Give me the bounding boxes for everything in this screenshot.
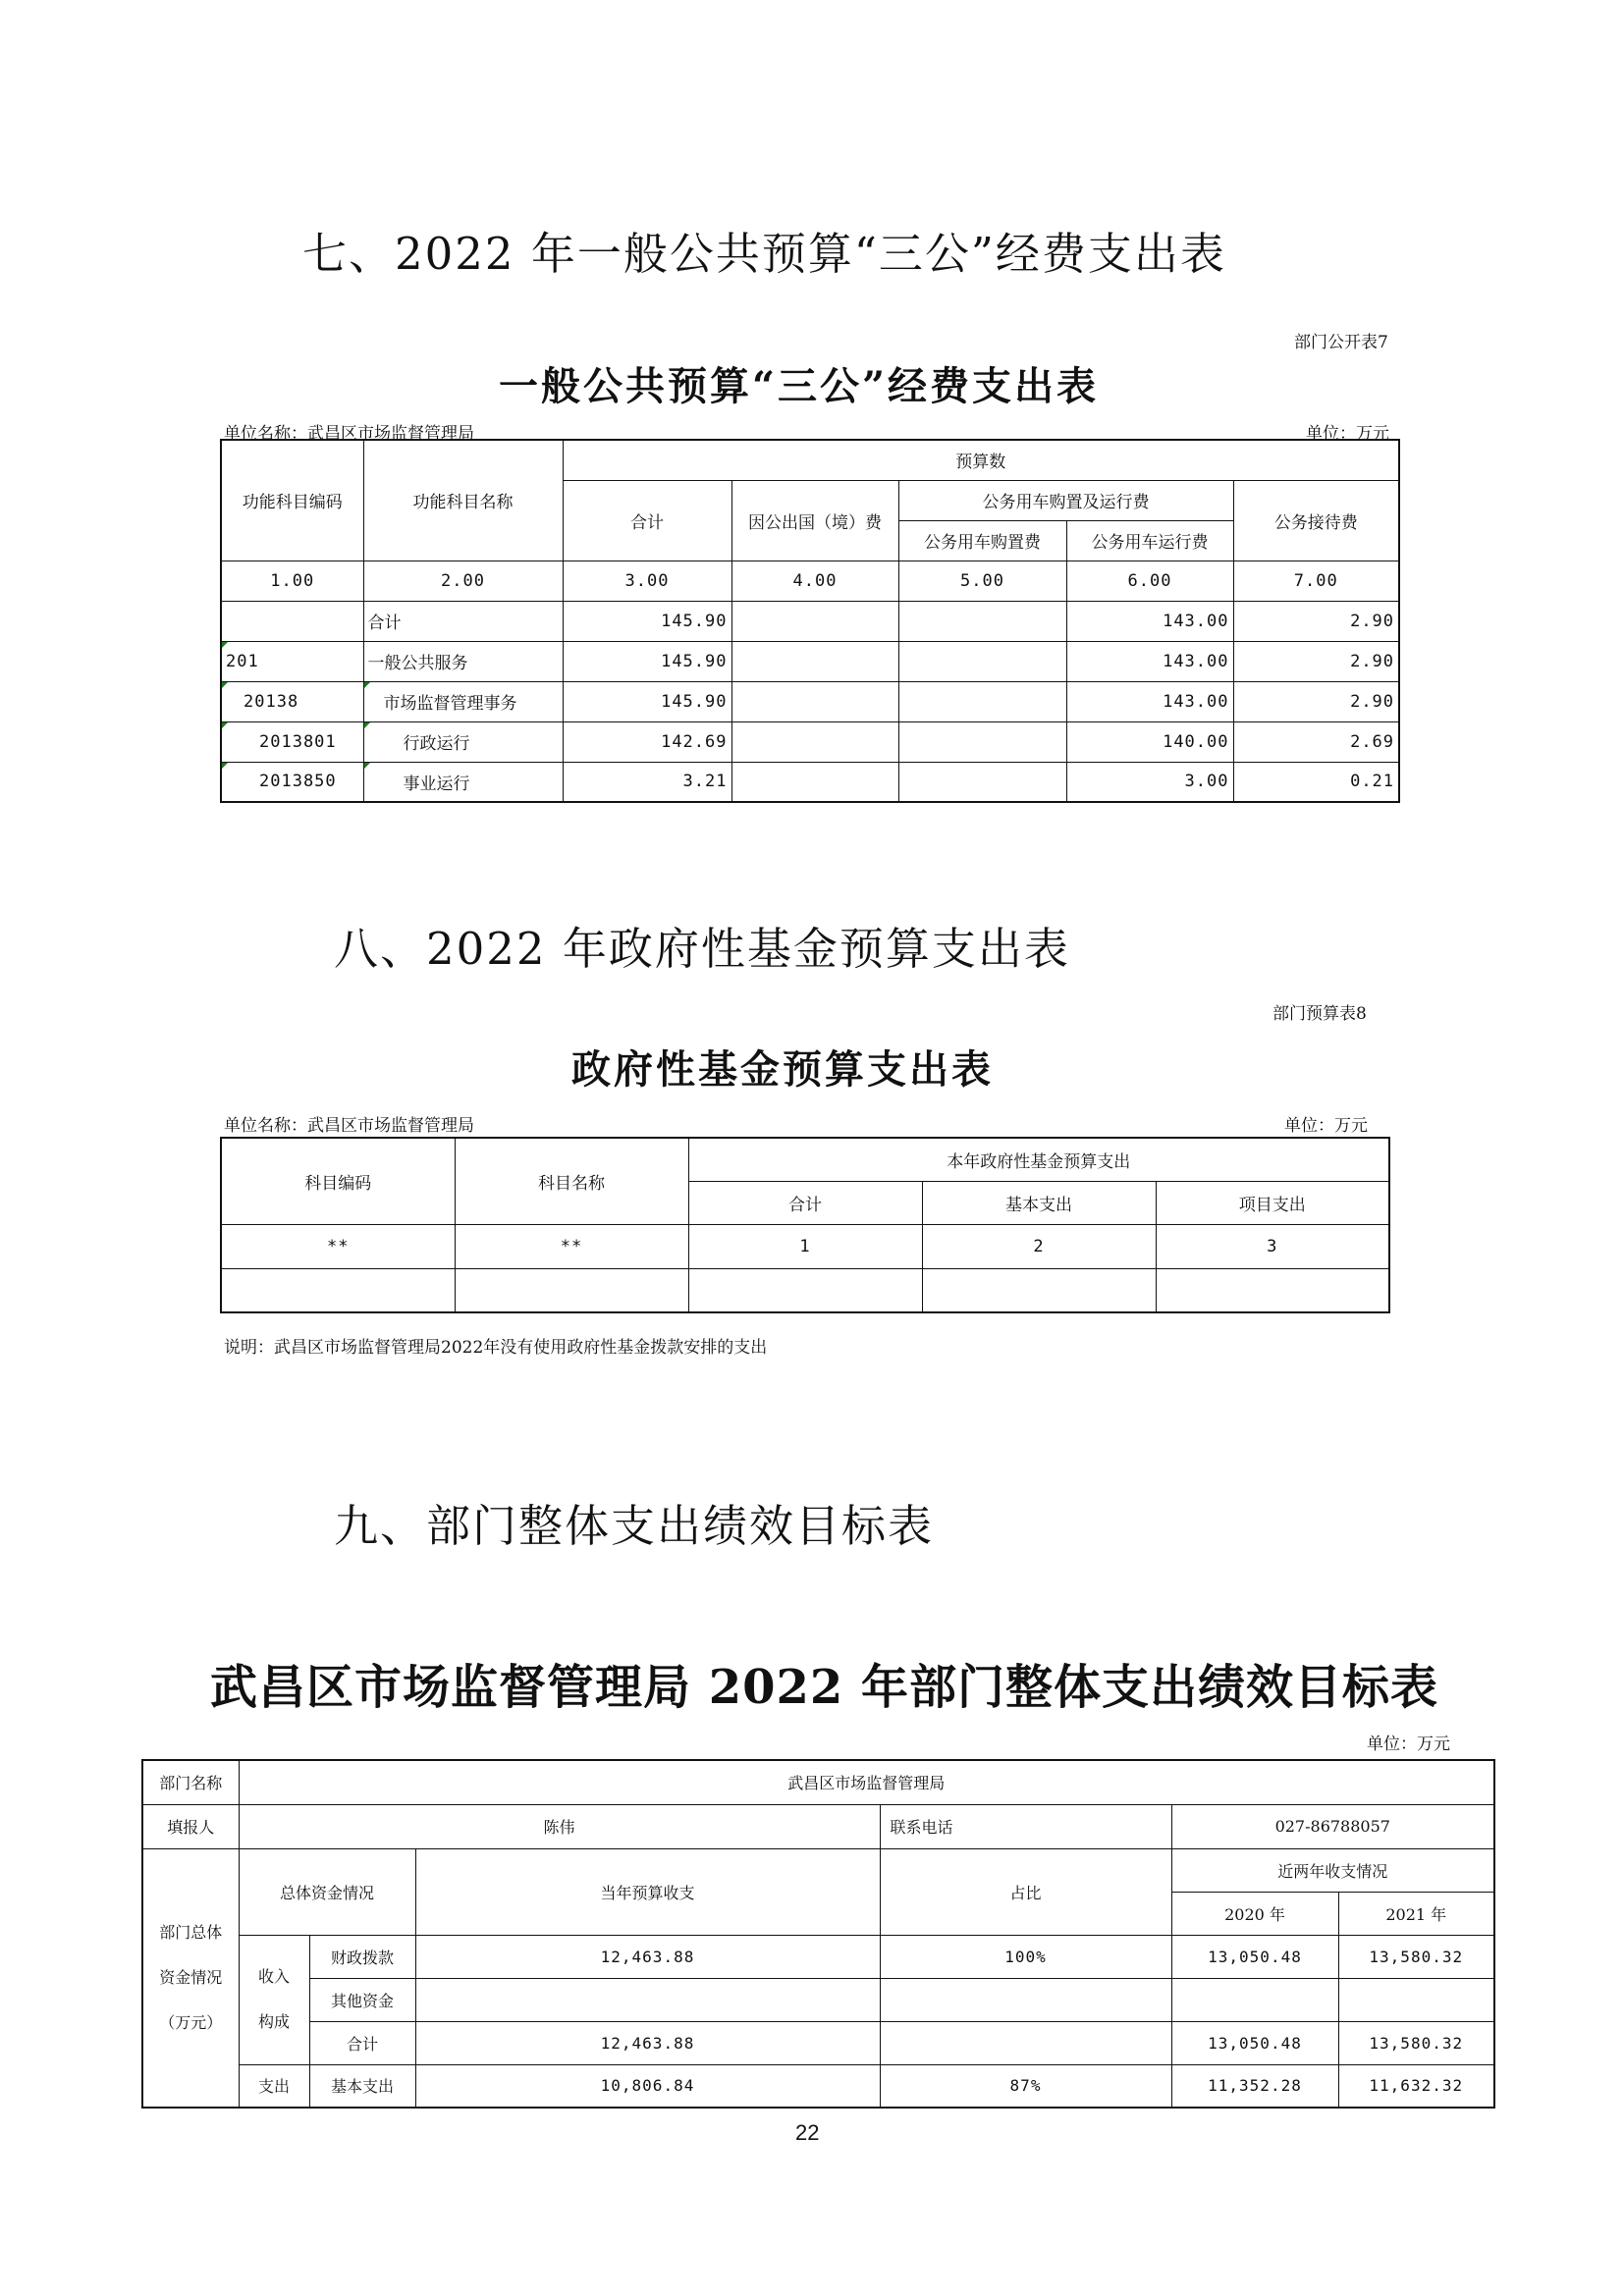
header-car-buy: 公务用车购置费 <box>898 520 1066 561</box>
row-car-buy <box>898 762 1066 802</box>
row-name: 市场监督管理事务 <box>363 681 563 721</box>
row-2020: 13,050.48 <box>1171 1935 1338 1978</box>
expense-label: 支出 <box>239 2064 309 2108</box>
table-row <box>142 1935 1494 1978</box>
row-name: 事业运行 <box>363 762 563 802</box>
section7-heading: 七、2022 年一般公共预算“三公”经费支出表 <box>302 228 1226 280</box>
header-basic: 基本支出 <box>922 1181 1156 1224</box>
row-ratio: 87% <box>880 2064 1171 2108</box>
section8-table-title: 政府性基金预算支出表 <box>571 1046 994 1093</box>
fund-label-line3: （万元） <box>159 2012 223 2032</box>
table-row <box>221 601 1399 641</box>
header-name: 科目名称 <box>455 1138 688 1224</box>
row-name: 一般公共服务 <box>363 641 563 681</box>
row-code <box>221 601 363 641</box>
row-car-buy <box>898 641 1066 681</box>
header-code: 功能科目编码 <box>221 440 363 561</box>
year-2021-header: 2021 年 <box>1338 1892 1494 1935</box>
header-code: 科目编码 <box>221 1138 455 1224</box>
row-car-run: 3.00 <box>1066 762 1233 802</box>
table-row <box>221 721 1399 762</box>
row-car-buy <box>898 721 1066 762</box>
government-fund-table <box>220 1137 1390 1313</box>
row-abroad <box>731 721 898 762</box>
row-ratio <box>880 2021 1171 2064</box>
performance-target-table <box>141 1759 1495 2109</box>
section8-heading: 八、2022 年政府性基金预算支出表 <box>334 923 1070 975</box>
row-code: 2013850 <box>221 762 363 802</box>
row-car-buy <box>898 601 1066 641</box>
row-car-run: 143.00 <box>1066 641 1233 681</box>
section7-unit-name: 单位名称：武昌区市场监督管理局 <box>224 424 474 444</box>
index-cell: 6.00 <box>1066 561 1233 601</box>
row-code: 2013801 <box>221 721 363 762</box>
row-reception: 0.21 <box>1233 762 1399 802</box>
section7-table-title: 一般公共预算“三公”经费支出表 <box>499 363 1100 409</box>
row-2020: 13,050.48 <box>1171 2021 1338 2064</box>
row-car-run: 143.00 <box>1066 681 1233 721</box>
index-cell: 7.00 <box>1233 561 1399 601</box>
table-row <box>221 681 1399 721</box>
index-cell: 3 <box>1156 1224 1389 1268</box>
row-abroad <box>731 681 898 721</box>
fund-label-line1: 部门总体 <box>159 1922 223 1942</box>
row-current: 12,463.88 <box>415 2021 880 2064</box>
header-car-run: 公务用车运行费 <box>1066 520 1233 561</box>
row-label: 基本支出 <box>309 2064 415 2108</box>
row-2020: 11,352.28 <box>1171 2064 1338 2108</box>
index-cell: 5.00 <box>898 561 1066 601</box>
current-header: 当年预算收支 <box>415 1848 880 1935</box>
row-total: 145.90 <box>563 641 731 681</box>
row-current: 12,463.88 <box>415 1935 880 1978</box>
row-total: 145.90 <box>563 601 731 641</box>
row-label: 其他资金 <box>309 1978 415 2021</box>
row-name: 合计 <box>363 601 563 641</box>
year-2020-header: 2020 年 <box>1171 1892 1338 1935</box>
header-abroad: 因公出国（境）费 <box>731 480 898 561</box>
header-fund-group: 本年政府性基金预算支出 <box>688 1138 1389 1181</box>
table-row <box>221 641 1399 681</box>
row-ratio <box>880 1978 1171 2021</box>
row-current: 10,806.84 <box>415 2064 880 2108</box>
index-cell: 1 <box>688 1224 922 1268</box>
section9-heading: 九、部门整体支出绩效目标表 <box>334 1500 935 1552</box>
fund-situation-label <box>142 1848 239 2108</box>
header-total: 合计 <box>563 480 731 561</box>
page-number: 22 <box>795 2120 820 2145</box>
index-cell: 3.00 <box>563 561 731 601</box>
income-label-line1: 收入 <box>257 1967 290 1986</box>
row-reception: 2.69 <box>1233 721 1399 762</box>
row-code: 20138 <box>221 681 363 721</box>
row-current <box>415 1978 880 2021</box>
row-2021: 13,580.32 <box>1338 2021 1494 2064</box>
section9-table-title: 武昌区市场监督管理局 2022 年部门整体支出绩效目标表 <box>210 1660 1439 1715</box>
table-row <box>142 2064 1494 2108</box>
row-abroad <box>731 601 898 641</box>
row-total: 142.69 <box>563 721 731 762</box>
row-label: 财政拨款 <box>309 1935 415 1978</box>
row-car-buy <box>898 681 1066 721</box>
index-cell: ** <box>221 1224 455 1268</box>
table-row <box>142 2021 1494 2064</box>
phone-value: 027-86788057 <box>1171 1804 1494 1848</box>
filler-label: 填报人 <box>142 1804 239 1848</box>
overall-header: 总体资金情况 <box>239 1848 415 1935</box>
index-cell: 2 <box>922 1224 1156 1268</box>
section8-unit: 单位：万元 <box>1284 1116 1368 1136</box>
ratio-header: 占比 <box>880 1848 1171 1935</box>
index-cell: ** <box>455 1224 688 1268</box>
empty-row <box>221 1268 1389 1312</box>
header-reception: 公务接待费 <box>1233 480 1399 561</box>
row-reception: 2.90 <box>1233 641 1399 681</box>
income-label <box>239 1935 309 2064</box>
recent-header: 近两年收支情况 <box>1171 1848 1494 1892</box>
row-label: 合计 <box>309 2021 415 2064</box>
row-abroad <box>731 762 898 802</box>
row-name: 行政运行 <box>363 721 563 762</box>
header-total: 合计 <box>688 1181 922 1224</box>
row-car-run: 140.00 <box>1066 721 1233 762</box>
header-car-group: 公务用车购置及运行费 <box>898 480 1233 520</box>
row-code: 201 <box>221 641 363 681</box>
dept-value: 武昌区市场监督管理局 <box>239 1760 1494 1804</box>
row-ratio: 100% <box>880 1935 1171 1978</box>
section7-table-number: 部门公开表7 <box>1294 333 1388 352</box>
income-label-line2: 构成 <box>257 2012 290 2031</box>
index-cell: 4.00 <box>731 561 898 601</box>
row-2021: 13,580.32 <box>1338 1935 1494 1978</box>
index-cell: 2.00 <box>363 561 563 601</box>
row-2021: 11,632.32 <box>1338 2064 1494 2108</box>
row-car-run: 143.00 <box>1066 601 1233 641</box>
section8-unit-name: 单位名称：武昌区市场监督管理局 <box>224 1116 474 1136</box>
row-total: 145.90 <box>563 681 731 721</box>
section8-table-number: 部门预算表8 <box>1272 1004 1367 1024</box>
index-row <box>221 1224 1389 1268</box>
header-budget: 预算数 <box>563 440 1399 480</box>
row-2021 <box>1338 1978 1494 2021</box>
header-project: 项目支出 <box>1156 1181 1389 1224</box>
row-total: 3.21 <box>563 762 731 802</box>
table-row <box>142 1978 1494 2021</box>
filler-value: 陈伟 <box>239 1804 880 1848</box>
table-row <box>221 762 1399 802</box>
row-reception: 2.90 <box>1233 681 1399 721</box>
fund-label-line2: 资金情况 <box>159 1967 223 1987</box>
row-reception: 2.90 <box>1233 601 1399 641</box>
section8-note: 说明：武昌区市场监督管理局2022年没有使用政府性基金拨款安排的支出 <box>224 1338 768 1358</box>
header-name: 功能科目名称 <box>363 440 563 561</box>
row-2020 <box>1171 1978 1338 2021</box>
dept-label: 部门名称 <box>142 1760 239 1804</box>
three-public-expense-table <box>220 439 1400 803</box>
section7-unit: 单位：万元 <box>1306 424 1389 444</box>
index-row <box>221 561 1399 601</box>
phone-label: 联系电话 <box>880 1804 1171 1848</box>
row-abroad <box>731 641 898 681</box>
index-cell: 1.00 <box>221 561 363 601</box>
section9-unit: 单位：万元 <box>1367 1735 1450 1754</box>
